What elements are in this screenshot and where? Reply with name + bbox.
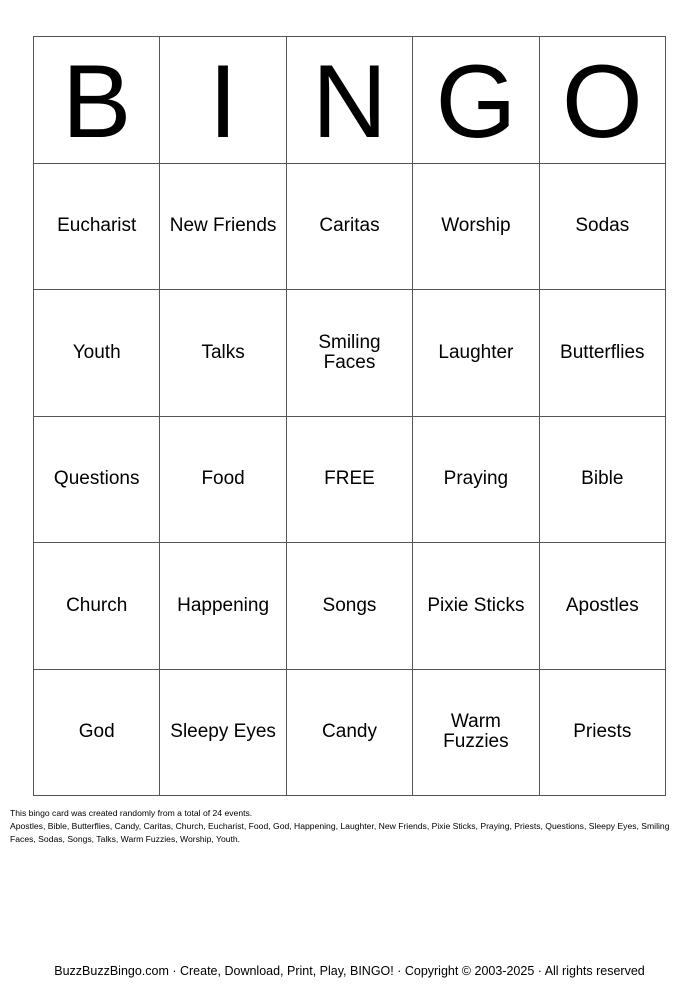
bingo-square-r4-c1: Church — [34, 543, 160, 670]
bingo-square-r1-c3: Caritas — [287, 164, 413, 291]
bingo-square-r4-c4: Pixie Sticks — [413, 543, 539, 670]
bingo-square-r1-c5: Sodas — [540, 164, 666, 291]
bingo-square-r3-c4: Praying — [413, 417, 539, 544]
bingo-card — [33, 36, 666, 796]
bingo-square-r5-c1: God — [34, 670, 160, 797]
bingo-square-r4-c3: Songs — [287, 543, 413, 670]
bingo-square-r3-c2: Food — [160, 417, 286, 544]
bingo-square-r2-c5: Butterflies — [540, 290, 666, 417]
header-letter-b — [34, 37, 160, 164]
bingo-square-r5-c5: Priests — [540, 670, 666, 797]
bingo-square-r1-c2: New Friends — [160, 164, 286, 291]
header-letter: G — [435, 43, 517, 160]
header-letter-n — [287, 37, 413, 164]
bingo-square-r4-c2: Happening — [160, 543, 286, 670]
header-letter: I — [208, 43, 238, 160]
free-square: FREE — [287, 417, 413, 544]
card-info — [10, 807, 685, 846]
bingo-square-r3-c1: Questions — [34, 417, 160, 544]
header-letter: B — [62, 43, 132, 160]
bingo-square-r5-c2: Sleepy Eyes — [160, 670, 286, 797]
bingo-square-r1-c1: Eucharist — [34, 164, 160, 291]
header-letter-i — [160, 37, 286, 164]
bingo-square-r4-c5: Apostles — [540, 543, 666, 670]
bingo-square-r1-c4: Worship — [413, 164, 539, 291]
bingo-square-r2-c3: Smiling Faces — [287, 290, 413, 417]
header-letter: O — [561, 43, 643, 160]
bingo-square-r2-c1: Youth — [34, 290, 160, 417]
card-info-event-list: Apostles, Bible, Butterflies, Candy, Caritas, Church, Eucharist, Food, God, Happening, Laughter, New Friends, Pixie Sticks, Praying, Priests, Questions, Sleepy Eyes, Smiling Faces, Sodas, Songs, Talks, Warm Fuzzies, Worship, Youth. — [10, 821, 670, 844]
bingo-square-r5-c4: Warm Fuzzies — [413, 670, 539, 797]
header-letter-g — [413, 37, 539, 164]
page-footer: BuzzBuzzBingo.com · Create, Download, Print, Play, BINGO! · Copyright © 2003-2025 · All rights reserved — [54, 964, 645, 978]
bingo-square-r5-c3: Candy — [287, 670, 413, 797]
card-info-summary: This bingo card was created randomly from a total of 24 events. — [10, 808, 253, 818]
bingo-square-r2-c4: Laughter — [413, 290, 539, 417]
header-letter: N — [311, 43, 388, 160]
bingo-square-r3-c5: Bible — [540, 417, 666, 544]
bingo-square-r2-c2: Talks — [160, 290, 286, 417]
header-letter-o — [540, 37, 666, 164]
